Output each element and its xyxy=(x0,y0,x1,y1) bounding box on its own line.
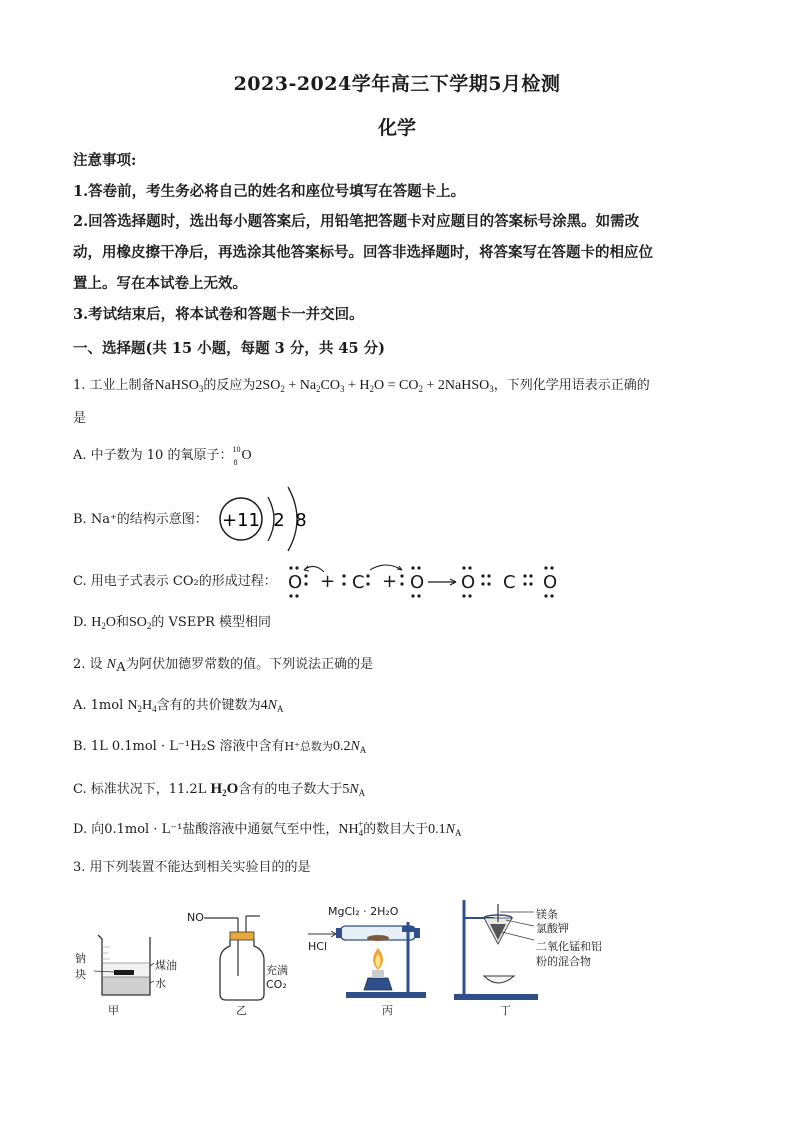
svg-text:O: O xyxy=(543,572,558,593)
question-1-option-d[interactable]: D. $H_2O$和$SO_2$的 VSEPR 模型相同 xyxy=(73,615,271,631)
ding-label: 丁 xyxy=(500,1004,511,1017)
yi-label: 乙 xyxy=(236,1004,247,1017)
exam-title: 2023-2024学年高三下学期5月检测 xyxy=(233,73,561,95)
question-3-stem: 3. 用下列装置不能达到相关实验目的的是 xyxy=(73,860,311,875)
jia-label-na: 钠 xyxy=(75,952,86,965)
jia-label: 甲 xyxy=(108,1004,119,1017)
svg-text:C: C xyxy=(503,572,516,593)
svg-text:+: + xyxy=(382,571,398,592)
yi-label-filled: 充满 xyxy=(266,964,288,977)
co2-electron-formula xyxy=(286,560,566,602)
question-2-option-b[interactable]: B. 1L 0.1mol · L⁻¹H₂S 溶液中含有H⁺总数为$0.2N_A$ xyxy=(73,739,367,755)
question-2-option-a[interactable]: A. 1mol $N_2H_4$含有的共价键数为$4N_A$ xyxy=(73,698,284,714)
question-2-option-d[interactable]: D. 向0.1mol · L⁻¹盐酸溶液中通氨气至中性，$NH_4^+$的数目大于$0.1N_A$ xyxy=(73,819,462,838)
yi-label-co2: CO₂ xyxy=(266,978,287,991)
jia-label-kuai: 块 xyxy=(75,968,86,981)
apparatus-bing xyxy=(306,918,436,1004)
svg-text:C: C xyxy=(352,572,365,593)
ding-label-3: 二氧化锰和铝 xyxy=(536,940,602,953)
question-1-stem: 1. 工业上制备NaHSO$_3$的反应为$2SO_2 + Na_2CO_3 + H_2O = CO_2$ + 2NaHSO$_3$，下列化学用语表示正确的 xyxy=(73,378,650,394)
section-heading: 一、选择题(共 15 小题，每题 3 分，共 45 分) xyxy=(73,340,385,357)
question-1-stem-tail: 是 xyxy=(73,411,87,426)
svg-text:O: O xyxy=(461,572,476,593)
question-1-option-a[interactable]: A. 中子数为 10 的氧原子： 10 8 O xyxy=(73,445,252,467)
notice-item-2-line-2: 动，用橡皮擦干净后，再选涂其他答案标号。回答非选择题时，将答案写在答题卡的相应位 xyxy=(73,244,653,261)
svg-text:O: O xyxy=(410,572,425,593)
notice-item-1: 1.答卷前，考生务必将自己的姓名和座位号填写在答题卡上。 xyxy=(73,183,466,200)
shell-2-count: 8 xyxy=(295,510,307,531)
notice-item-2-line-3: 置上。写在本试卷上无效。 xyxy=(73,275,247,292)
bing-label: 丙 xyxy=(382,1004,393,1017)
ding-label-1: 镁条 xyxy=(536,908,558,921)
sodium-ion-structure-diagram xyxy=(214,483,314,555)
notice-heading: 注意事项: xyxy=(73,152,137,169)
ding-label-4: 粉的混合物 xyxy=(536,955,591,968)
question-1-option-c[interactable]: C. 用电子式表示 CO₂的形成过程： xyxy=(73,574,277,589)
notice-item-3: 3.考试结束后，将本试卷和答题卡一并交回。 xyxy=(73,306,364,323)
svg-text:O: O xyxy=(288,572,303,593)
shell-1-count: 2 xyxy=(273,510,285,531)
svg-text:+: + xyxy=(320,571,336,592)
jia-label-water: 水 xyxy=(155,977,166,990)
bing-label-hcl: HCl xyxy=(308,940,328,953)
nucleus-charge: +11 xyxy=(222,510,260,531)
jia-label-oil: 煤油 xyxy=(155,959,177,972)
exam-subject: 化学 xyxy=(377,117,416,139)
ding-label-2: 氯酸钾 xyxy=(536,922,569,935)
question-1-option-b[interactable]: B. Na⁺的结构示意图： xyxy=(73,512,208,527)
question-2-stem: 2. 设 $N_A$为阿伏加德罗常数的值。下列说法正确的是 xyxy=(73,657,374,675)
yi-label-no: NO xyxy=(187,911,204,924)
question-2-option-c[interactable]: C. 标准状况下，11.2L $H_2O$含有的电子数大于$5N_A$ xyxy=(73,781,366,798)
bing-label-reagent: MgCl₂ · 2H₂O xyxy=(328,905,399,918)
apparatus-ding xyxy=(450,896,550,1006)
notice-item-2-line-1: 2.回答选择题时，选出每小题答案后，用铅笔把答题卡对应题目的答案标号涂黑。如需改 xyxy=(73,213,640,230)
